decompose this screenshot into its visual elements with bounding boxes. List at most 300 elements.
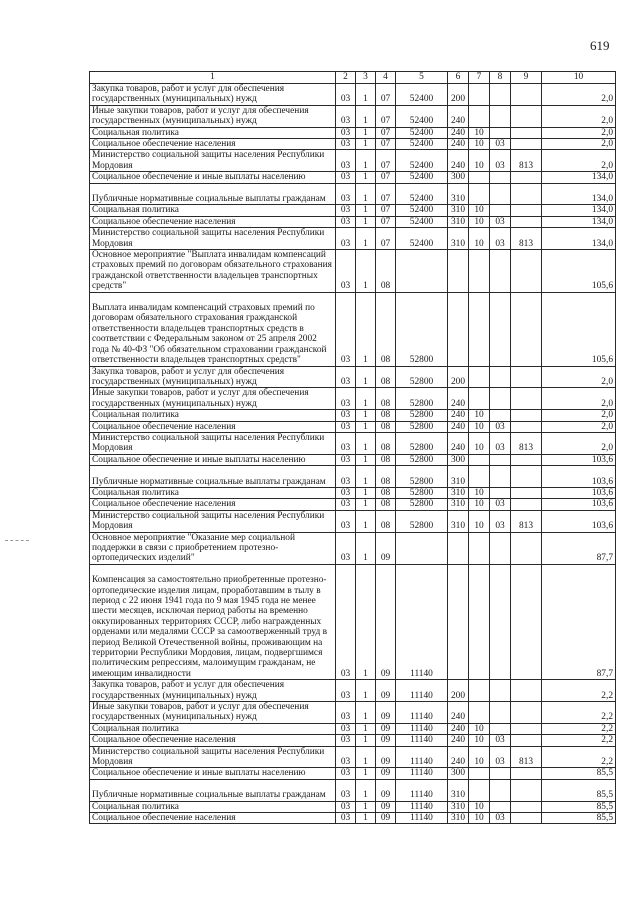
table-cell: 310 xyxy=(448,466,469,488)
table-cell: 03 xyxy=(336,421,356,432)
table-cell: 103,6 xyxy=(542,487,616,498)
table-cell: 03 xyxy=(336,768,356,779)
table-cell: Иные закупки товаров, работ и услуг для обеспечения государственных (муниципальных) нужд xyxy=(90,105,336,127)
table-cell: 03 xyxy=(490,735,511,746)
table-cell: 240 xyxy=(448,723,469,734)
table-cell: Министерство социальной защиты населения Республики Мордовия xyxy=(90,746,336,768)
table-cell xyxy=(511,292,542,366)
table-cell xyxy=(490,723,511,734)
table-cell: 07 xyxy=(376,139,396,150)
table-cell xyxy=(469,366,490,388)
table-cell: 52400 xyxy=(396,172,448,183)
table-cell: Закупка товаров, работ и услуг для обеспечения государственных (муниципальных) нужд xyxy=(90,366,336,388)
table-cell: 52800 xyxy=(396,388,448,410)
table-cell: 03 xyxy=(336,228,356,250)
table-cell: 03 xyxy=(490,228,511,250)
table-cell: Социальная политика xyxy=(90,205,336,216)
table-cell: 1 xyxy=(356,723,376,734)
table-row xyxy=(90,466,616,488)
table-row xyxy=(90,228,616,250)
table-cell: 300 xyxy=(448,768,469,779)
table-row xyxy=(90,702,616,724)
column-header: 10 xyxy=(542,72,616,84)
table-cell: Выплата инвалидам компенсаций страховых премий по договорам обязательного страхования гражданской ответственности владельцев транспортных средств в соответствии с Федеральным законом от 25 апреля 2002 года № 40-ФЗ "Об обязательном страховании гражданской ответственности владельцев транспортных средств" xyxy=(90,292,336,366)
table-cell: 103,6 xyxy=(542,499,616,510)
table-row xyxy=(90,532,616,564)
table-cell: 03 xyxy=(336,366,356,388)
table-cell: 310 xyxy=(448,228,469,250)
table-cell: 1 xyxy=(356,172,376,183)
table-cell xyxy=(511,139,542,150)
table-cell: 08 xyxy=(376,250,396,293)
table-cell: 11140 xyxy=(396,779,448,801)
table-cell: 07 xyxy=(376,150,396,172)
table-cell: 03 xyxy=(490,216,511,227)
table-cell: 1 xyxy=(356,250,376,293)
table-cell: 09 xyxy=(376,746,396,768)
table-cell xyxy=(490,250,511,293)
table-cell: 200 xyxy=(448,680,469,702)
table-cell: 134,0 xyxy=(542,205,616,216)
table-row xyxy=(90,84,616,106)
table-cell: 03 xyxy=(336,205,356,216)
table-cell: 134,0 xyxy=(542,216,616,227)
table-cell: 52800 xyxy=(396,510,448,532)
table-cell: Публичные нормативные социальные выплаты гражданам xyxy=(90,779,336,801)
page-number: 619 xyxy=(590,38,610,53)
table-cell: 103,6 xyxy=(542,510,616,532)
table-row xyxy=(90,746,616,768)
table-cell: 240 xyxy=(448,127,469,138)
table-cell xyxy=(469,532,490,564)
table-cell: 1 xyxy=(356,768,376,779)
table-cell: 52800 xyxy=(396,366,448,388)
table-cell: 03 xyxy=(336,292,356,366)
table-cell: 2,2 xyxy=(542,702,616,724)
table-cell: 52400 xyxy=(396,139,448,150)
table-cell: 1 xyxy=(356,779,376,801)
table-cell xyxy=(511,779,542,801)
table-cell: 240 xyxy=(448,105,469,127)
table-cell: Социальное обеспечение и иные выплаты населению xyxy=(90,172,336,183)
table-cell: 03 xyxy=(336,172,356,183)
table-cell: 1 xyxy=(356,84,376,106)
table-cell xyxy=(511,250,542,293)
table-cell xyxy=(511,499,542,510)
table-cell: 03 xyxy=(336,723,356,734)
table-cell: 10 xyxy=(469,801,490,812)
table-cell: 310 xyxy=(448,487,469,498)
table-cell: 813 xyxy=(511,150,542,172)
table-cell: 03 xyxy=(336,432,356,454)
table-cell xyxy=(490,105,511,127)
table-cell xyxy=(448,250,469,293)
table-cell xyxy=(511,183,542,205)
table-cell xyxy=(469,779,490,801)
table-cell xyxy=(448,292,469,366)
table-cell: 11140 xyxy=(396,813,448,824)
table-cell: 08 xyxy=(376,510,396,532)
table-cell xyxy=(469,768,490,779)
table-row xyxy=(90,768,616,779)
table-cell: 08 xyxy=(376,388,396,410)
table-row xyxy=(90,172,616,183)
table-cell: 85,5 xyxy=(542,813,616,824)
table-row xyxy=(90,388,616,410)
table-cell: 03 xyxy=(336,250,356,293)
table-cell: 09 xyxy=(376,723,396,734)
table-cell xyxy=(511,532,542,564)
table-cell: 03 xyxy=(336,487,356,498)
table-cell: 1 xyxy=(356,388,376,410)
table-cell: 1 xyxy=(356,801,376,812)
table-row xyxy=(90,183,616,205)
table-cell: 1 xyxy=(356,702,376,724)
table-cell: Социальное обеспечение населения xyxy=(90,216,336,227)
table-cell: 09 xyxy=(376,702,396,724)
table-cell: Социальное обеспечение населения xyxy=(90,139,336,150)
table-cell: 1 xyxy=(356,205,376,216)
table-cell: 03 xyxy=(336,410,356,421)
table-cell: 10 xyxy=(469,432,490,454)
table-cell: 85,5 xyxy=(542,768,616,779)
table-cell: 07 xyxy=(376,127,396,138)
table-cell xyxy=(490,410,511,421)
table-row xyxy=(90,487,616,498)
table-cell: 240 xyxy=(448,735,469,746)
table-cell: 09 xyxy=(376,735,396,746)
table-cell: Министерство социальной защиты населения Республики Мордовия xyxy=(90,510,336,532)
table-cell: 1 xyxy=(356,746,376,768)
table-cell: 03 xyxy=(336,183,356,205)
table-cell: 52800 xyxy=(396,292,448,366)
table-cell: 310 xyxy=(448,216,469,227)
table-cell xyxy=(511,205,542,216)
table-cell: Иные закупки товаров, работ и услуг для обеспечения государственных (муниципальных) нужд xyxy=(90,702,336,724)
table-cell: 03 xyxy=(490,421,511,432)
table-cell xyxy=(490,84,511,106)
table-cell: Социальная политика xyxy=(90,410,336,421)
table-cell: 200 xyxy=(448,84,469,106)
table-cell: 03 xyxy=(490,150,511,172)
table-cell: 03 xyxy=(336,499,356,510)
table-cell: 09 xyxy=(376,779,396,801)
table-cell: 10 xyxy=(469,746,490,768)
table-cell: Министерство социальной защиты населения Республики Мордовия xyxy=(90,228,336,250)
table-cell xyxy=(490,564,511,679)
table-cell: 1 xyxy=(356,105,376,127)
table-cell: Министерство социальной защиты населения Республики Мордовия xyxy=(90,150,336,172)
table-header-row xyxy=(90,72,616,84)
table-cell: 1 xyxy=(356,421,376,432)
table-cell: Социальное обеспечение и иные выплаты населению xyxy=(90,768,336,779)
table-cell: 1 xyxy=(356,564,376,679)
table-row xyxy=(90,421,616,432)
table-cell xyxy=(511,216,542,227)
table-cell: 1 xyxy=(356,454,376,465)
table-cell xyxy=(511,84,542,106)
table-cell xyxy=(490,172,511,183)
table-cell: 813 xyxy=(511,746,542,768)
table-cell: 09 xyxy=(376,680,396,702)
table-cell xyxy=(469,250,490,293)
table-cell xyxy=(469,292,490,366)
table-cell xyxy=(490,292,511,366)
table-cell: 103,6 xyxy=(542,454,616,465)
table-cell: 2,0 xyxy=(542,388,616,410)
table-cell: Социальное обеспечение населения xyxy=(90,499,336,510)
table-cell: 07 xyxy=(376,172,396,183)
table-cell: 2,0 xyxy=(542,84,616,106)
table-cell xyxy=(490,388,511,410)
table-cell xyxy=(511,127,542,138)
table-cell: 1 xyxy=(356,487,376,498)
table-row xyxy=(90,105,616,127)
table-cell: 1 xyxy=(356,735,376,746)
table-cell: 1 xyxy=(356,499,376,510)
table-cell: 03 xyxy=(336,564,356,679)
column-header: 3 xyxy=(356,72,376,84)
table-cell xyxy=(511,723,542,734)
table-cell xyxy=(511,410,542,421)
table-cell xyxy=(511,564,542,679)
table-cell xyxy=(511,172,542,183)
table-cell: 1 xyxy=(356,292,376,366)
table-cell xyxy=(511,421,542,432)
table-cell: 52400 xyxy=(396,150,448,172)
table-cell: 10 xyxy=(469,487,490,498)
table-cell xyxy=(490,768,511,779)
table-cell xyxy=(511,813,542,824)
table-cell: 310 xyxy=(448,801,469,812)
table-cell: 52400 xyxy=(396,127,448,138)
table-cell xyxy=(490,127,511,138)
table-cell: Публичные нормативные социальные выплаты гражданам xyxy=(90,183,336,205)
table-cell: 03 xyxy=(336,105,356,127)
table-cell: 2,2 xyxy=(542,746,616,768)
table-cell: 10 xyxy=(469,127,490,138)
table-cell: 1 xyxy=(356,410,376,421)
table-row xyxy=(90,723,616,734)
table-cell: 03 xyxy=(336,466,356,488)
table-cell: 134,0 xyxy=(542,183,616,205)
table-cell: 134,0 xyxy=(542,172,616,183)
table-cell: 85,5 xyxy=(542,779,616,801)
table-cell: 10 xyxy=(469,813,490,824)
table-cell: 03 xyxy=(490,746,511,768)
table-cell: 07 xyxy=(376,84,396,106)
table-cell: 11140 xyxy=(396,801,448,812)
table-cell: 11140 xyxy=(396,723,448,734)
table-row xyxy=(90,779,616,801)
column-header: 8 xyxy=(490,72,511,84)
table-cell: 03 xyxy=(336,388,356,410)
table-cell: 1 xyxy=(356,228,376,250)
table-cell: 87,7 xyxy=(542,532,616,564)
table-cell xyxy=(490,801,511,812)
table-cell xyxy=(490,366,511,388)
table-cell: 52800 xyxy=(396,432,448,454)
table-cell: 08 xyxy=(376,366,396,388)
table-cell xyxy=(490,466,511,488)
table-cell: 1 xyxy=(356,150,376,172)
table-cell: 03 xyxy=(336,746,356,768)
table-cell: 08 xyxy=(376,292,396,366)
table-cell xyxy=(469,172,490,183)
table-cell: 52400 xyxy=(396,205,448,216)
table-cell: 300 xyxy=(448,454,469,465)
table-cell: Компенсация за самостоятельно приобретенные протезно-ортопедические изделия лицам, проработавшим в тылу в период с 22 июня 1941 года по 9 мая 1945 года не менее шести месяцев, исключая период работы на временно оккупированных территориях СССР, либо награжденных орденами или медалями СССР за самоотверженный труд в период Великой Отечественной войны, проживающим на территории Республики Мордовия, лицам, подвергшимся политическим репрессиям, малоимущим гражданам, не имеющим инвалидности xyxy=(90,564,336,679)
table-cell xyxy=(448,564,469,679)
table-cell: Социальная политика xyxy=(90,127,336,138)
table-cell: 105,6 xyxy=(542,292,616,366)
table-cell: Социальная политика xyxy=(90,487,336,498)
table-cell: 240 xyxy=(448,702,469,724)
table-cell: Публичные нормативные социальные выплаты гражданам xyxy=(90,466,336,488)
table-cell: 03 xyxy=(336,779,356,801)
table-cell xyxy=(490,205,511,216)
table-cell xyxy=(511,801,542,812)
table-cell xyxy=(511,680,542,702)
table-cell: 1 xyxy=(356,432,376,454)
table-cell: 03 xyxy=(490,510,511,532)
column-header: 4 xyxy=(376,72,396,84)
table-cell: 03 xyxy=(336,801,356,812)
table-cell xyxy=(511,768,542,779)
table-cell: 1 xyxy=(356,532,376,564)
table-cell xyxy=(511,366,542,388)
table-cell: Социальная политика xyxy=(90,801,336,812)
table-cell xyxy=(490,680,511,702)
table-cell: 310 xyxy=(448,205,469,216)
table-cell: 03 xyxy=(490,813,511,824)
table-cell: 52800 xyxy=(396,466,448,488)
table-row xyxy=(90,292,616,366)
table-cell xyxy=(511,702,542,724)
table-cell: Основное мероприятие "Оказание мер социальной поддержки в связи с приобретением протезно-ортопедических изделий" xyxy=(90,532,336,564)
table-row xyxy=(90,454,616,465)
table-cell: 1 xyxy=(356,813,376,824)
table-cell xyxy=(469,702,490,724)
table-cell: 2,0 xyxy=(542,150,616,172)
table-cell: Иные закупки товаров, работ и услуг для обеспечения государственных (муниципальных) нужд xyxy=(90,388,336,410)
table-cell: 2,2 xyxy=(542,680,616,702)
table-cell xyxy=(469,680,490,702)
table-cell: 2,0 xyxy=(542,105,616,127)
table-cell xyxy=(469,466,490,488)
table-cell: 03 xyxy=(336,532,356,564)
table-row xyxy=(90,564,616,679)
table-cell: 300 xyxy=(448,172,469,183)
column-header: 2 xyxy=(336,72,356,84)
table-row xyxy=(90,410,616,421)
table-cell: 240 xyxy=(448,150,469,172)
table-cell: 1 xyxy=(356,366,376,388)
table-row xyxy=(90,366,616,388)
table-cell: 10 xyxy=(469,139,490,150)
table-cell: 11140 xyxy=(396,735,448,746)
table-cell: 07 xyxy=(376,105,396,127)
table-cell xyxy=(490,487,511,498)
table-cell xyxy=(511,466,542,488)
table-cell xyxy=(490,532,511,564)
table-cell: 03 xyxy=(336,813,356,824)
table-cell: 10 xyxy=(469,150,490,172)
table-cell: Закупка товаров, работ и услуг для обеспечения государственных (муниципальных) нужд xyxy=(90,84,336,106)
table-row xyxy=(90,813,616,824)
table-cell xyxy=(469,84,490,106)
table-body xyxy=(90,84,616,824)
table-cell: Социальное обеспечение населения xyxy=(90,813,336,824)
table-cell: 03 xyxy=(490,432,511,454)
table-cell xyxy=(469,564,490,679)
table-cell: 08 xyxy=(376,432,396,454)
table-cell: 03 xyxy=(336,735,356,746)
table-cell: 52400 xyxy=(396,84,448,106)
table-cell: 2,0 xyxy=(542,432,616,454)
column-header: 6 xyxy=(448,72,469,84)
table-cell: 09 xyxy=(376,813,396,824)
table-cell: 03 xyxy=(336,139,356,150)
table-cell: 52800 xyxy=(396,421,448,432)
table-cell: 09 xyxy=(376,564,396,679)
table-cell: 87,7 xyxy=(542,564,616,679)
table-cell: 03 xyxy=(490,499,511,510)
table-cell xyxy=(490,454,511,465)
table-cell: 52800 xyxy=(396,410,448,421)
column-header: 1 xyxy=(90,72,336,84)
table-cell: Социальная политика xyxy=(90,723,336,734)
table-cell: 03 xyxy=(336,680,356,702)
table-cell: 134,0 xyxy=(542,228,616,250)
table-cell: 240 xyxy=(448,410,469,421)
table-row xyxy=(90,801,616,812)
table-cell: 10 xyxy=(469,735,490,746)
table-cell: 10 xyxy=(469,723,490,734)
table-cell: 2,0 xyxy=(542,127,616,138)
table-cell: Социальное обеспечение населения xyxy=(90,735,336,746)
table-cell: 105,6 xyxy=(542,250,616,293)
table-row xyxy=(90,127,616,138)
table-cell: 310 xyxy=(448,813,469,824)
table-cell: 10 xyxy=(469,228,490,250)
table-cell: 09 xyxy=(376,532,396,564)
table-cell: 08 xyxy=(376,421,396,432)
table-cell: 1 xyxy=(356,680,376,702)
table-cell: 813 xyxy=(511,228,542,250)
table-cell: 10 xyxy=(469,499,490,510)
table-cell: 09 xyxy=(376,801,396,812)
table-cell: 08 xyxy=(376,487,396,498)
table-cell: 03 xyxy=(336,127,356,138)
table-cell xyxy=(511,454,542,465)
table-cell: 1 xyxy=(356,216,376,227)
table-cell: 52400 xyxy=(396,183,448,205)
table-cell: Министерство социальной защиты населения Республики Мордовия xyxy=(90,432,336,454)
table-cell: 03 xyxy=(336,702,356,724)
table-cell xyxy=(490,702,511,724)
table-cell: 10 xyxy=(469,421,490,432)
table-cell xyxy=(511,487,542,498)
table-cell: 52400 xyxy=(396,228,448,250)
column-header: 7 xyxy=(469,72,490,84)
table-cell: 08 xyxy=(376,454,396,465)
table-cell: 2,0 xyxy=(542,366,616,388)
table-cell: 11140 xyxy=(396,702,448,724)
table-row xyxy=(90,216,616,227)
table-cell xyxy=(511,105,542,127)
table-cell xyxy=(469,454,490,465)
